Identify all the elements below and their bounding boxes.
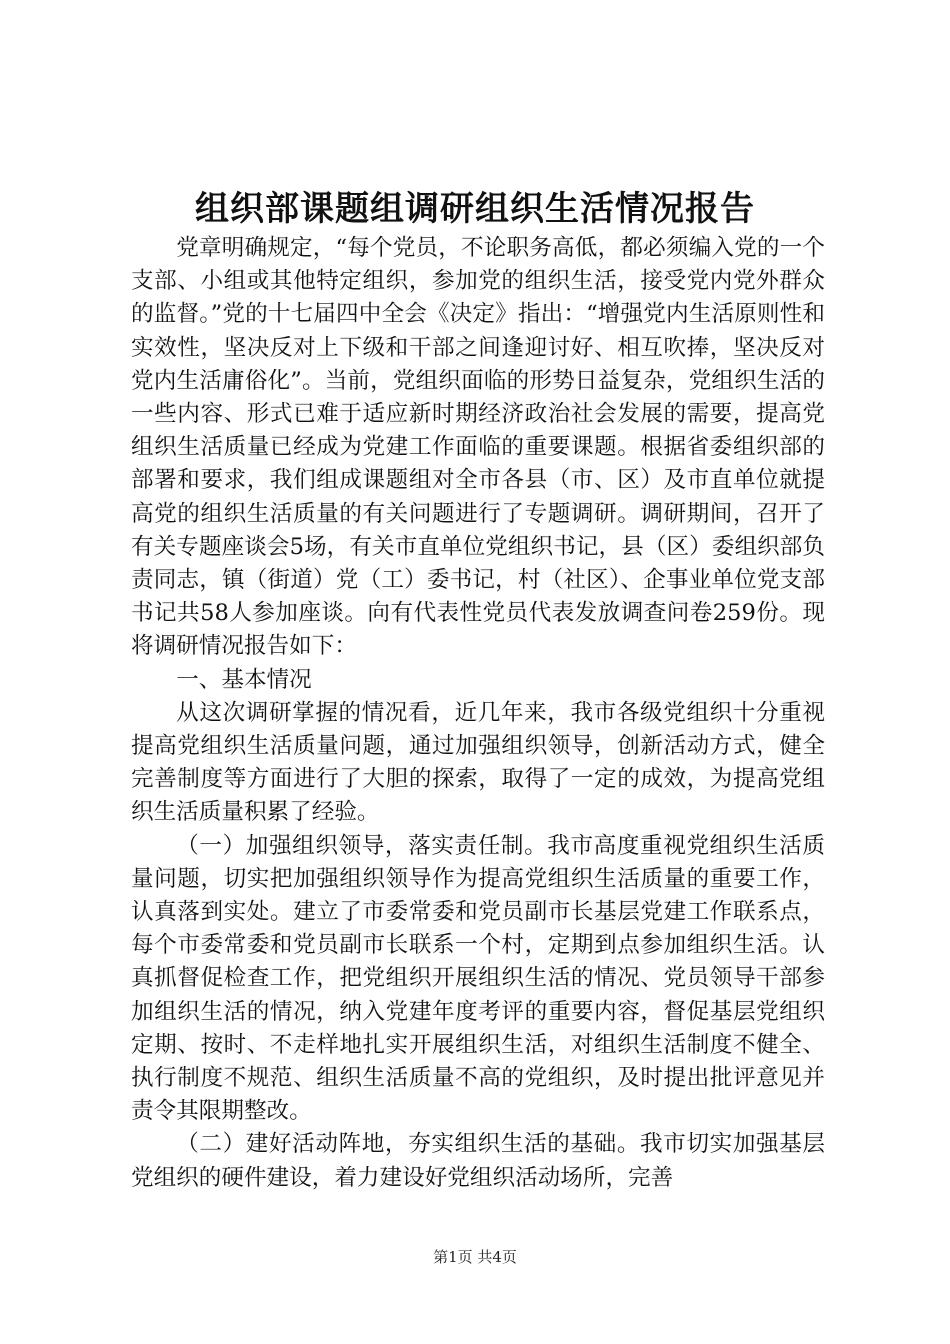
paragraph-intro: 党章明确规定，“每个党员，不论职务高低，都必须编入党的一个支部、小组或其他特定组织，参加党的组织生活，接受党内党外群众的监督。”党的十七届四中全会《决定》指出：“增强党内生活原则性和实效性，坚决反对上下级和干部之间逢迎讨好、相互吹捧，坚决反对党内生活庸俗化”。当前，党组织面临的形势日益复杂，党组织生活的一些内容、形式已难于适应新时期经济政治社会发展的需要，提高党组织生活质量已经成为党建工作面临的重要课题。根据省委组织部的部署和要求，我们组成课题组对全市各县（市、区）及市直单位就提高党的组织生活质量的有关问题进行了专题调研。调研期间，召开了有关专题座谈会5场，有关市直单位党组织书记，县（区）委组织部负责同志，镇（街道）党（工）委书记，村（社区）、企事业单位党支部书记共58人参加座谈。向有代表性党员代表发放调查问卷259份。现将调研情况报告如下： [131, 235, 825, 660]
document-title: 组织部课题组调研组织生活情况报告 [195, 189, 755, 229]
document-body [131, 232, 825, 1195]
paragraph-subsection-2: （二）建好活动阵地，夯实组织生活的基础。我市切实加强基层党组织的硬件建设，着力建设好党组织活动场所，完善 [131, 1131, 825, 1191]
paragraph-subsection-1: （一）加强组织领导，落实责任制。我市高度重视党组织生活质量问题，切实把加强组织领导作为提高党组织生活质量的重要工作，认真落到实处。建立了市委常委和党员副市长基层党建工作联系点，每个市委常委和党员副市长联系一个村，定期到点参加组织生活。认真抓督促检查工作，把党组织开展组织生活的情况、党员领导干部参加组织生活的情况，纳入党建年度考评的重要内容，督促基层党组织定期、按时、不走样地扎实开展组织生活，对组织生活制度不健全、执行制度不规范、组织生活质量不高的党组织，及时提出批评意见并责令其限期整改。 [131, 832, 825, 1125]
section-heading-basic-situation: 一、基本情况 [176, 666, 312, 693]
page-footer: 第1页 共4页 [433, 1248, 517, 1266]
paragraph-overview: 从这次调研掌握的情况看，近几年来，我市各级党组织十分重视提高党组织生活质量问题，通过加强组织领导，创新活动方式，健全完善制度等方面进行了大胆的探索，取得了一定的成效，为提高党组织生活质量积累了经验。 [131, 699, 825, 826]
